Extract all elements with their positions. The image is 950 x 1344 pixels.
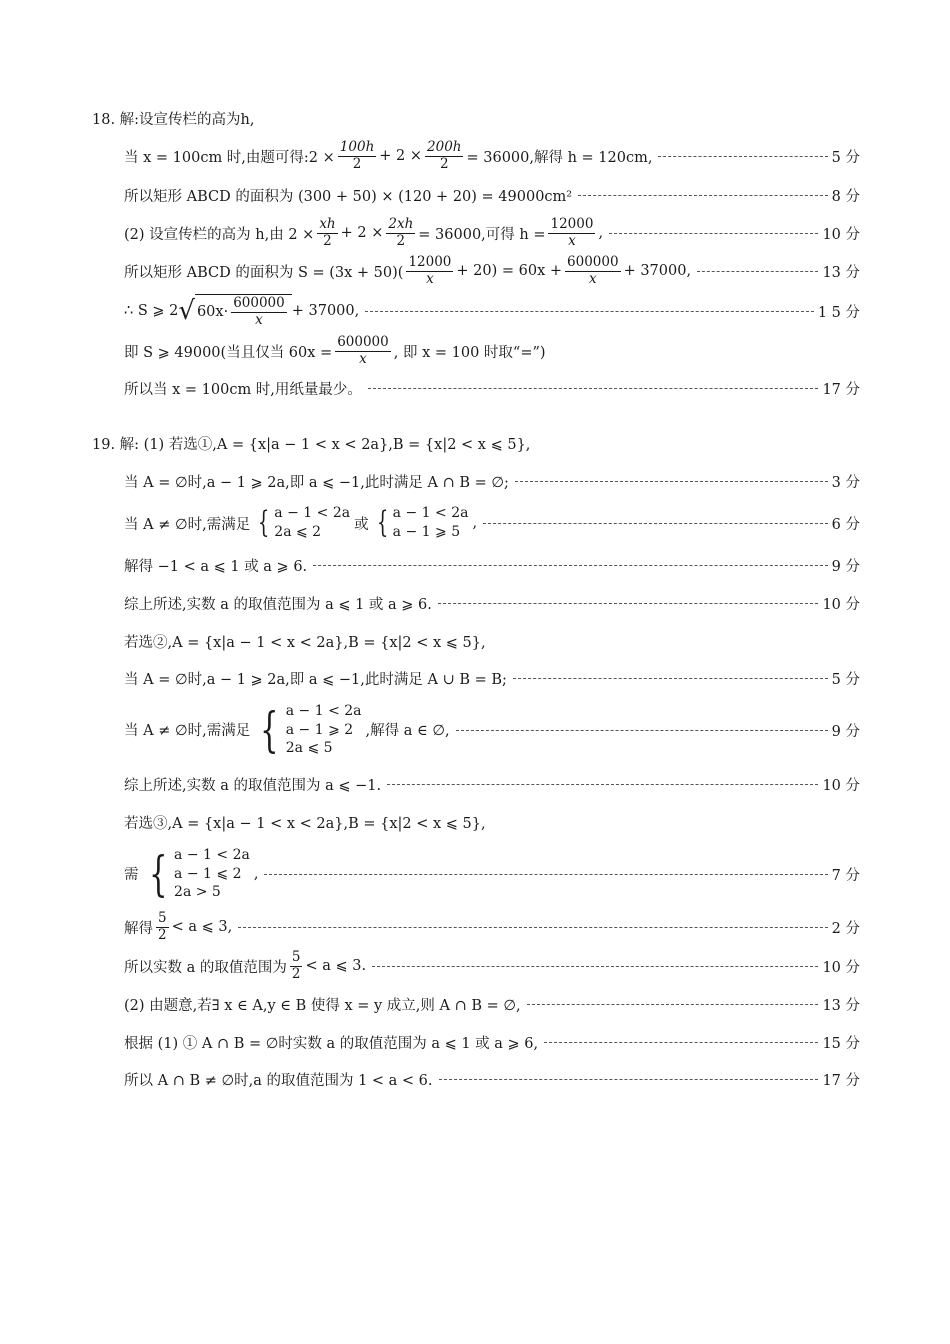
score-label: 2 分	[831, 920, 860, 937]
fraction: $\frac{600000}{x}$	[337, 333, 389, 367]
square-root: √ 60x· $\frac{600000}{x}$	[178, 294, 291, 328]
dotted-leader	[238, 927, 827, 928]
fraction: $\frac{5}{2}$	[158, 909, 167, 943]
dotted-leader	[483, 523, 828, 524]
fraction: $\frac{600000}{x}$	[567, 253, 619, 287]
q19-line-10: 需 { a − 1 < 2a a − 1 ⩽ 2 2a > 5 , 7 分	[124, 845, 860, 902]
dotted-leader	[456, 730, 828, 731]
score-label: 10 分	[822, 959, 860, 976]
q19-line-8: 综上所述,实数 a 的取值范围为 a ⩽ −1. 10 分	[124, 767, 860, 801]
q19-line-5: 若选②,A = {x|a − 1 < x < 2a},B = {x|2 < x ⩽ 5},	[124, 634, 486, 651]
score-label: 6 分	[831, 516, 860, 533]
brace-icon: {	[148, 845, 167, 902]
score-label: 10 分	[822, 226, 860, 243]
dotted-leader	[527, 1004, 819, 1005]
q19-line-3: 解得 −1 < a ⩽ 1 或 a ⩾ 6. 9 分	[124, 548, 860, 582]
fraction: $\frac{12000}{x}$	[550, 215, 594, 249]
dotted-leader	[578, 195, 828, 196]
q19-line-4: 综上所述,实数 a 的取值范围为 a ⩽ 1 或 a ⩾ 6. 10 分	[124, 586, 860, 620]
q19-heading: 19. 解: (1) 若选①,A = {x|a − 1 < x < 2a},B = {x|2 < x ⩽ 5},	[92, 436, 531, 453]
fraction: $\frac{200h}{2}$	[427, 138, 462, 172]
q19-line-7: 当 A ≠ ∅时,需满足 { a − 1 < 2a a − 1 ⩾ 2 2a ⩽ 5 ,解得 a ∈ ∅, 9 分	[124, 701, 860, 758]
q18-line-1: 当 x = 100cm 时,由题可得:2 × $\frac{100h}{2}$ + 2 × $\frac{200h}{2}$ = 36000,解得 h = 120cm, 5 分	[124, 138, 860, 172]
equation-system: { a − 1 < 2a a − 1 ⩾ 2 2a ⩽ 5	[260, 701, 362, 758]
dotted-leader	[313, 565, 828, 566]
equation-system: { a − 1 < 2a 2a ⩽ 2	[258, 505, 351, 540]
q19-line-2: 当 A ≠ ∅时,需满足 { a − 1 < 2a 2a ⩽ 2 或 { a − 1 < 2a a − 1 ⩾ 5 , 6 分	[124, 505, 860, 540]
q18-line-5: ∴ S ⩾ 2 √ 60x· $\frac{600000}{x}$ + 37000, 1 5 分	[124, 294, 860, 328]
dotted-leader	[658, 156, 827, 157]
dotted-leader	[609, 233, 818, 234]
dotted-leader	[264, 874, 827, 875]
score-label: 17 分	[822, 1072, 860, 1089]
fraction: $\frac{5}{2}$	[291, 948, 301, 982]
radical-icon: √	[178, 296, 195, 326]
score-label: 10 分	[822, 596, 860, 613]
score-label: 5 分	[831, 671, 860, 688]
score-label: 13 分	[822, 264, 860, 281]
equation-system: { a − 1 < 2a a − 1 ⩽ 2 2a > 5	[148, 845, 250, 902]
q19-line-6: 当 A = ∅时,a − 1 ⩾ 2a,即 a ⩽ −1,此时满足 A ∪ B = B; 5 分	[124, 661, 860, 695]
dotted-leader	[387, 784, 818, 785]
dotted-leader	[544, 1042, 818, 1043]
dotted-leader	[372, 966, 818, 967]
fraction: $\frac{100h}{2}$	[339, 138, 375, 172]
fraction: $\frac{12000}{x}$	[408, 253, 452, 287]
dotted-leader	[368, 388, 819, 389]
q19-line-13: (2) 由题意,若∃ x ∈ A,y ∈ B 使得 x = y 成立,则 A ∩ B = ∅, 13 分	[124, 987, 860, 1021]
dotted-leader	[515, 481, 828, 482]
q18-line-7: 所以当 x = 100cm 时,用纸量最少。 17 分	[124, 371, 860, 405]
q19-line-14: 根据 (1) ① A ∩ B = ∅时实数 a 的取值范围为 a ⩽ 1 或 a ⩾ 6, 15 分	[124, 1025, 860, 1059]
score-label: 15 分	[822, 1035, 860, 1052]
fraction: $\frac{2xh}{2}$	[388, 215, 414, 249]
dotted-leader	[513, 678, 828, 679]
brace-icon: {	[260, 701, 279, 758]
score-label: 8 分	[831, 188, 860, 205]
score-label: 3 分	[831, 474, 860, 491]
score-label: 9 分	[831, 723, 860, 740]
brace-icon: {	[258, 505, 270, 540]
q19-line-15: 所以 A ∩ B ≠ ∅时,a 的取值范围为 1 < a < 6. 17 分	[124, 1062, 860, 1096]
score-label: 17 分	[822, 381, 860, 398]
q18-line-2: 所以矩形 ABCD 的面积为 (300 + 50) × (120 + 20) = 49000cm² 8 分	[124, 178, 860, 212]
q19-line-11: 解得 $\frac{5}{2}$ < a ⩽ 3, 2 分	[124, 909, 860, 943]
q18-heading: 18. 解:设宣传栏的高为h,	[92, 111, 255, 128]
score-label: 10 分	[822, 777, 860, 794]
equation-system: { a − 1 < 2a a − 1 ⩾ 5	[376, 505, 469, 540]
dotted-leader	[439, 1079, 819, 1080]
dotted-leader	[365, 311, 814, 312]
brace-icon: {	[376, 505, 388, 540]
q19-line-12: 所以实数 a 的取值范围为 $\frac{5}{2}$ < a ⩽ 3. 10 分	[124, 948, 860, 982]
q18-line-4: 所以矩形 ABCD 的面积为 S = (3x + 50)( $\frac{12000}{x}$ + 20) = 60x + $\frac{600000}{x}$ + 37000, 13 分	[124, 253, 860, 287]
score-label: 1 5 分	[817, 304, 860, 321]
dotted-leader	[697, 271, 818, 272]
q18-line-6: 即 S ⩾ 49000(当且仅当 60x = $\frac{600000}{x}$ , 即 x = 100 时取“=”)	[124, 333, 546, 367]
q19-line-1: 当 A = ∅时,a − 1 ⩾ 2a,即 a ⩽ −1,此时满足 A ∩ B = ∅; 3 分	[124, 464, 860, 498]
q18-line-3: (2) 设宣传栏的高为 h,由 2 × $\frac{xh}{2}$ + 2 × $\frac{2xh}{2}$ = 36000,可得 h = $\frac{12000}{x}$ , 10 分	[124, 215, 860, 249]
fraction: $\frac{xh}{2}$	[319, 215, 336, 249]
score-label: 7 分	[831, 867, 860, 884]
q19-line-9: 若选③,A = {x|a − 1 < x < 2a},B = {x|2 < x ⩽ 5},	[124, 815, 486, 832]
dotted-leader	[438, 603, 819, 604]
score-label: 5 分	[831, 149, 860, 166]
score-label: 13 分	[822, 997, 860, 1014]
fraction: $\frac{600000}{x}$	[233, 294, 285, 328]
score-label: 9 分	[831, 558, 860, 575]
